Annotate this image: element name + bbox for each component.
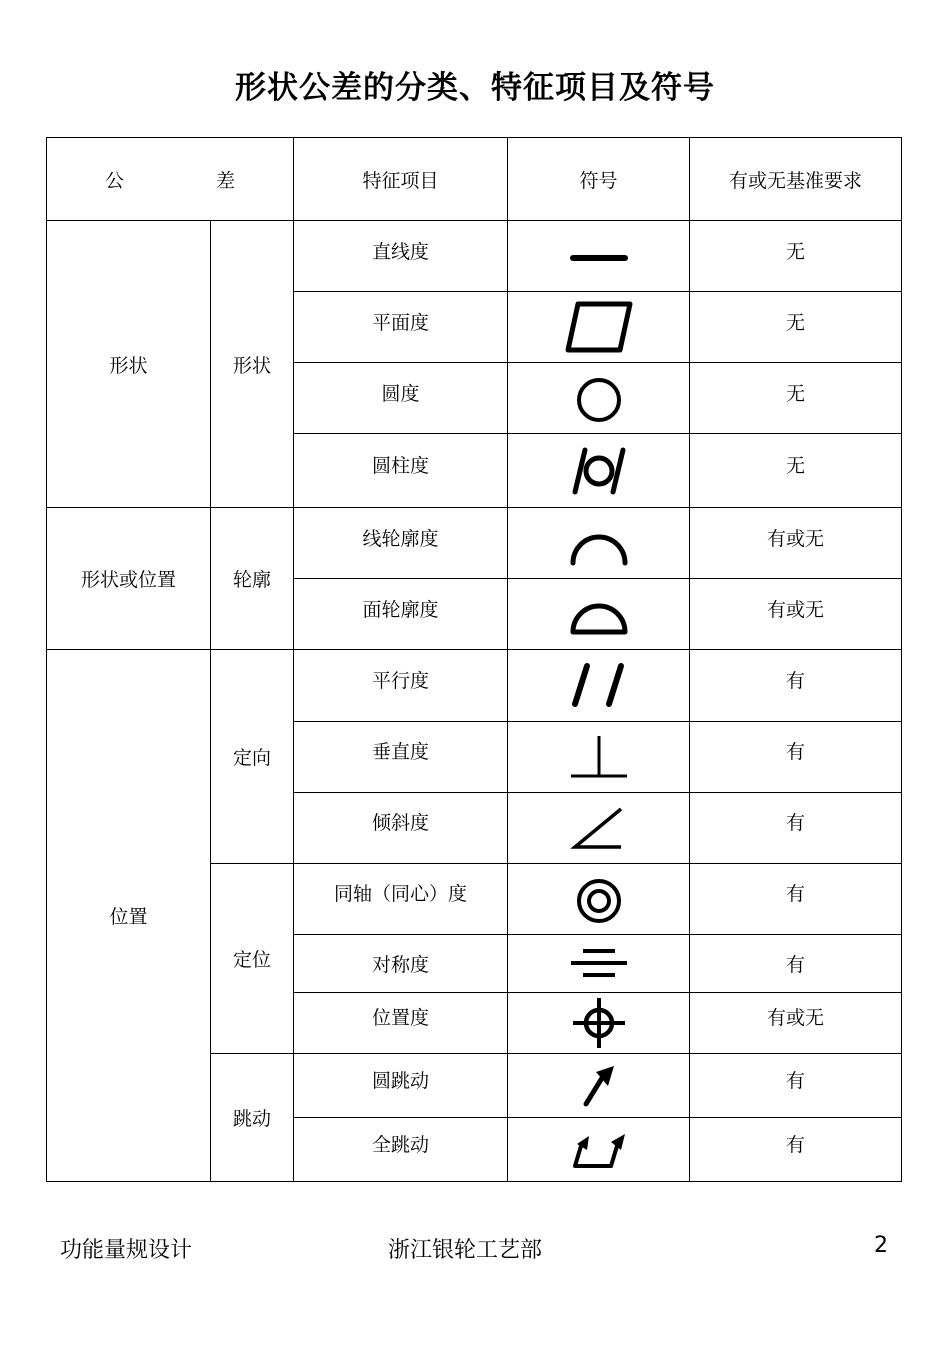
flatness-icon	[564, 300, 634, 354]
feature-cell: 同轴（同心）度	[294, 863, 508, 934]
angularity-icon	[569, 803, 629, 853]
symbol-cell	[508, 863, 690, 934]
symbol-cell	[508, 508, 690, 579]
symbol-cell	[508, 579, 690, 650]
datum-cell: 有或无	[690, 579, 902, 650]
page-title: 形状公差的分类、特征项目及符号	[235, 70, 715, 106]
subgroup-orientation: 定向	[211, 650, 294, 863]
line-profile-icon	[567, 519, 631, 567]
header-tolerance: 公 差	[47, 138, 294, 221]
concentricity-icon	[572, 872, 626, 926]
feature-cell: 对称度	[294, 934, 508, 992]
symbol-cell	[508, 1117, 690, 1181]
feature-cell: 垂直度	[294, 721, 508, 792]
group-position: 位置	[47, 650, 211, 1182]
header-datum: 有或无基准要求	[690, 138, 902, 221]
feature-cell: 平行度	[294, 650, 508, 721]
symbol-cell	[508, 434, 690, 508]
datum-cell: 有	[690, 934, 902, 992]
total-runout-icon	[567, 1124, 631, 1174]
surface-profile-icon	[567, 590, 631, 638]
footer-center: 浙江银轮工艺部	[388, 1238, 543, 1263]
group-form: 形状	[47, 221, 211, 508]
straightness-icon	[569, 236, 629, 276]
header-symbol: 符号	[508, 138, 690, 221]
feature-cell: 直线度	[294, 221, 508, 292]
footer-left: 功能量规设计	[60, 1238, 193, 1263]
subgroup-profile: 轮廓	[211, 508, 294, 650]
datum-cell: 有	[690, 863, 902, 934]
symbol-cell	[508, 721, 690, 792]
feature-cell: 圆度	[294, 363, 508, 434]
datum-cell: 有	[690, 1053, 902, 1117]
cylindricity-icon	[567, 444, 631, 498]
perpendicularity-icon	[567, 732, 631, 782]
feature-cell: 圆柱度	[294, 434, 508, 508]
subgroup-form: 形状	[211, 221, 294, 508]
symbol-cell	[508, 934, 690, 992]
datum-cell: 有	[690, 1117, 902, 1181]
symbol-cell	[508, 221, 690, 292]
circular-runout-icon	[574, 1060, 624, 1110]
datum-cell: 有	[690, 792, 902, 863]
subgroup-location: 定位	[211, 863, 294, 1053]
symbol-cell	[508, 792, 690, 863]
symmetry-icon	[567, 941, 631, 985]
datum-cell: 有	[690, 721, 902, 792]
parallelism-icon	[567, 660, 631, 710]
subgroup-runout: 跳动	[211, 1053, 294, 1181]
datum-cell: 无	[690, 434, 902, 508]
table-row	[47, 508, 902, 579]
tolerance-table	[46, 137, 902, 1182]
datum-cell: 有	[690, 650, 902, 721]
datum-cell: 有或无	[690, 508, 902, 579]
symbol-cell	[508, 650, 690, 721]
datum-cell: 无	[690, 292, 902, 363]
feature-cell: 全跳动	[294, 1117, 508, 1181]
symbol-cell	[508, 292, 690, 363]
symbol-cell	[508, 1053, 690, 1117]
feature-cell: 平面度	[294, 292, 508, 363]
symbol-cell	[508, 363, 690, 434]
group-form-or-position: 形状或位置	[47, 508, 211, 650]
datum-cell: 无	[690, 221, 902, 292]
table-row	[47, 650, 902, 721]
datum-cell: 无	[690, 363, 902, 434]
feature-cell: 线轮廓度	[294, 508, 508, 579]
feature-cell: 面轮廓度	[294, 579, 508, 650]
page-number: 2	[874, 1233, 888, 1258]
feature-cell: 位置度	[294, 992, 508, 1053]
table-row	[47, 221, 902, 292]
position-icon	[567, 994, 631, 1052]
feature-cell: 倾斜度	[294, 792, 508, 863]
symbol-cell	[508, 992, 690, 1053]
table-header-row	[47, 138, 902, 221]
header-feature: 特征项目	[294, 138, 508, 221]
feature-cell: 圆跳动	[294, 1053, 508, 1117]
circularity-icon	[572, 371, 626, 425]
datum-cell: 有或无	[690, 992, 902, 1053]
